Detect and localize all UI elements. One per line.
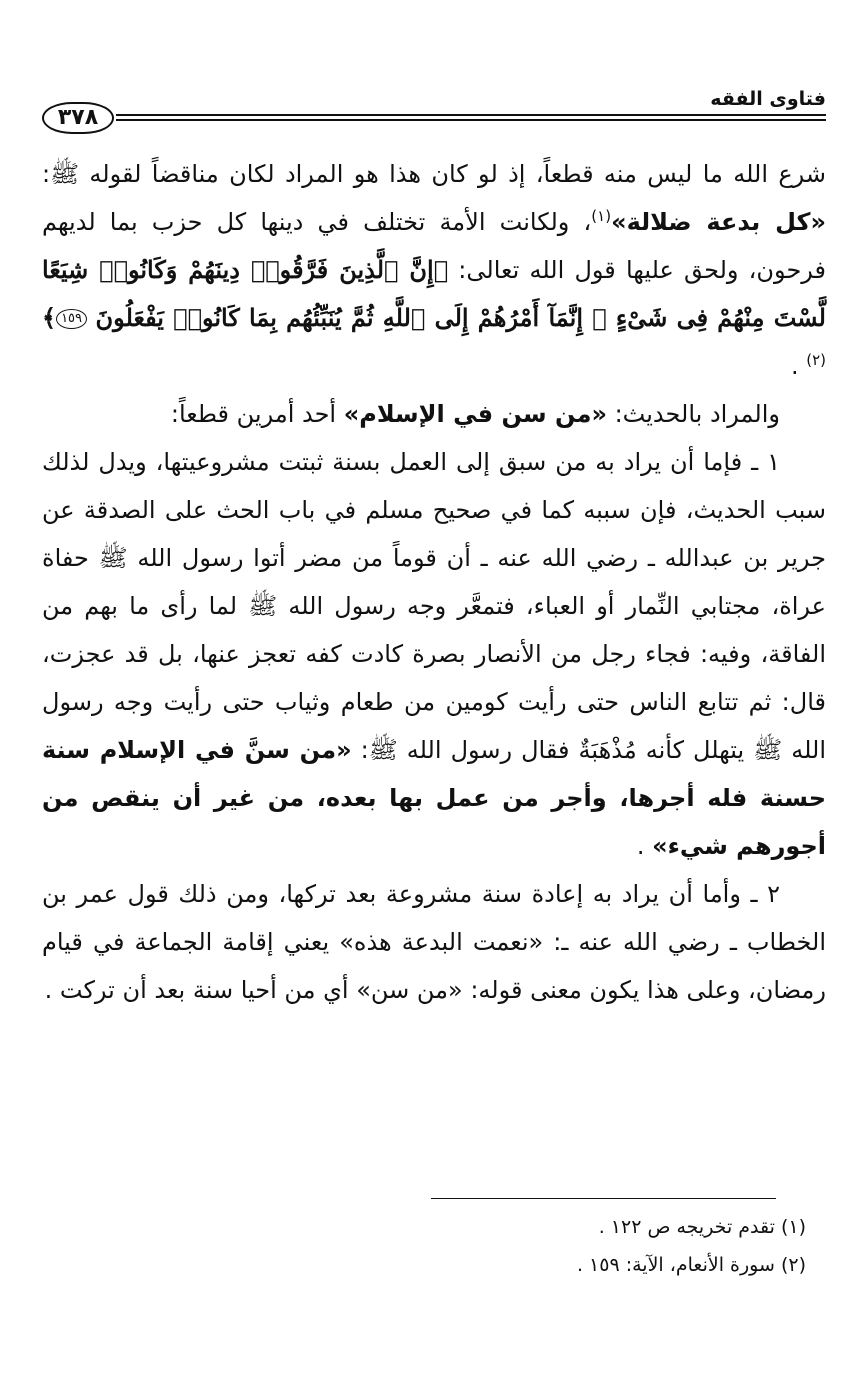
footnote-ref-1: (١) [591, 207, 612, 225]
paragraph-4 [42, 870, 826, 1014]
paragraph-2 [42, 390, 826, 438]
quran-verse: إِنَّ ٱلَّذِينَ فَرَّقُوا۟ دِينَهُمْ وَكَانُوا۟ شِيَعًا لَّسْتَ مِنْهُمْ فِى شَىْءٍ ۚ إِنَّمَآ أَمْرُهُمْ إِلَى ٱللَّهِ ثُمَّ يُنَبِّئُهُم بِمَا كَانُوا۟ يَفْعَلُونَ [42, 255, 826, 332]
verse-number: ١٥٩ [56, 309, 87, 329]
paragraph-4-text: ٢ ـ وأما أن يراد به إعادة سنة مشروعة بعد تركها، ومن ذلك قول عمر بن الخطاب ـ رضي الله عنه ـ: «نعمت البدعة هذه» يعني إقامة الجماعة في قيام رمضان، وعلى هذا يكون معنى قوله: «من سن» أي من أحيا سنة بعد أن تركت . [42, 880, 826, 1004]
page-header [42, 88, 826, 132]
paragraph-2-text-b: أحد أمرين قطعاً: [170, 400, 344, 428]
paragraph-3-end: . [636, 832, 653, 860]
paragraph-1 [42, 150, 826, 390]
verse-close-bracket: ﴾ [42, 303, 57, 332]
footnote-1: (١) تقدم تخريجه ص ١٢٢ . [598, 1216, 806, 1238]
header-rule [116, 114, 826, 121]
hadith-full-quote: «من سنَّ في الإسلام سنة حسنة فله أجرها، وأجر من عمل بها بعده، من غير أن ينقص من أجورهم شيء» [42, 736, 826, 860]
running-title: فتاوى الفقه [710, 88, 826, 110]
header-rule-line-bottom [116, 119, 826, 121]
header-rule-line-top [116, 114, 826, 116]
paragraph-2-text-a: والمراد بالحديث: [606, 400, 780, 428]
paragraph-1-end: . [790, 352, 807, 380]
hadith-phrase: «من سن في الإسلام» [343, 400, 607, 428]
footnote-ref-2: (٢) [806, 351, 826, 369]
main-text [42, 150, 826, 1014]
paragraph-3 [42, 438, 826, 870]
footnote-2: (٢) سورة الأنعام، الآية: ١٥٩ . [576, 1254, 806, 1276]
footnote-separator [431, 1198, 776, 1199]
paragraph-1-text-b: ، ولكانت الأمة تختلف في دينها كل حزب بما لديهم فرحون، ولحق عليها قول الله تعالى: [42, 208, 826, 284]
page-number: ٣٧٨ [42, 102, 114, 134]
hadith-quote: «كل بدعة ضلالة» [611, 208, 826, 236]
paragraph-1-text-a: شرع الله ما ليس منه قطعاً، إذ لو كان هذا هو المراد لكان مناقضاً لقوله ﷺ: [42, 160, 826, 188]
paragraph-3-text: ١ ـ فإما أن يراد به من سبق إلى العمل بسنة ثبتت مشروعيتها، ويدل لذلك سبب الحديث، فإن سببه كما في صحيح مسلم في باب الحث على الصدقة عن جرير بن عبدالله ـ رضي الله عنه ـ أن قوماً من مضر أتوا رسول الله ﷺ حفاة عراة، مجتابي النِّمار أو العباء، فتمعَّر وجه رسول الله ﷺ لما رأى ما بهم من الفاقة، وفيه: فجاء رجل من الأنصار بصرة كادت كفه تعجز عنها، بل قد عجزت، قال: ثم تتابع الناس حتى رأيت كومين من طعام وثياب حتى رأيت وجه رسول الله ﷺ يتهلل كأنه مُذْهَبَةٌ فقال رسول الله ﷺ: [42, 448, 826, 764]
footnotes [42, 1208, 806, 1284]
verse-open-bracket: ﴿ [433, 255, 449, 284]
